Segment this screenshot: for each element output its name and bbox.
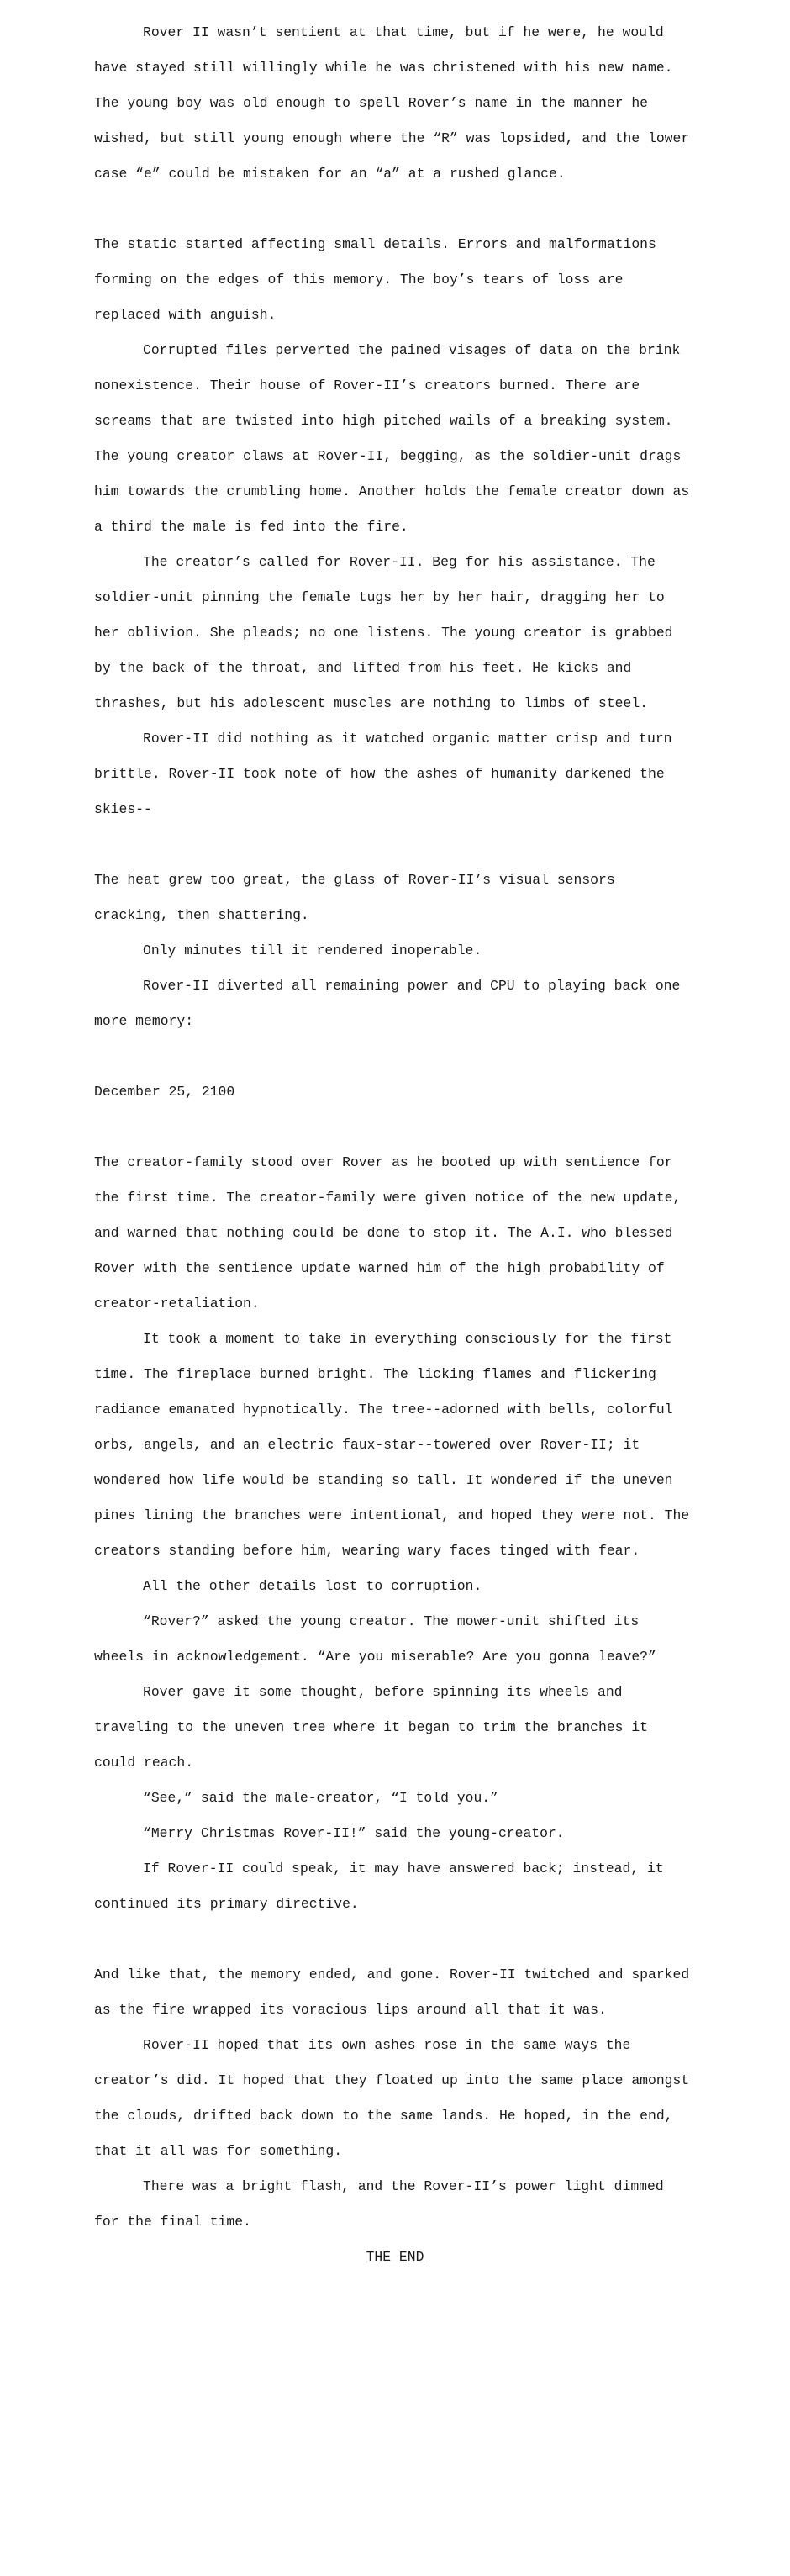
paragraph-16: “Merry Christmas Rover-II!” said the young-creator. (143, 1825, 565, 1841)
paragraph-10: The creator-family stood over Rover as he booted up with sentience for the first time. The creator-family were given notice of the new update, and warned that nothing could be done to stop it. The A.I. who blessed Rover with the sentience update warned him of the high probability of creator-retaliation. (94, 1154, 682, 1312)
paragraph-15: “See,” said the male-creator, “I told you.” (143, 1790, 498, 1806)
paragraph-5: Rover-II did nothing as it watched organic matter crisp and turn brittle. Rover-II took note of how the ashes of humanity darkened the skies-- (94, 731, 672, 817)
story-page (94, 15, 696, 2275)
paragraph-20: There was a bright flash, and the Rover-II’s power light dimmed for the final time. (94, 2178, 664, 2230)
paragraph-1: Rover II wasn’t sentient at that time, but if he were, he would have stayed still willingly while he was christened with his new name. The young boy was old enough to spell Rover’s name in the manner he wished, but still young enough where the “R” was lopsided, and the lower case “e” could be mistaken for an “a” at a rushed glance. (94, 24, 690, 182)
paragraph-6: The heat grew too great, the glass of Rover-II’s visual sensors cracking, then shattering. (94, 872, 615, 923)
paragraph-17: If Rover-II could speak, it may have answered back; instead, it continued its primary directive. (94, 1861, 664, 1912)
paragraph-4: The creator’s called for Rover-II. Beg for his assistance. The soldier-unit pinning the female tugs her by her hair, dragging her to her oblivion. She pleads; no one listens. The young creator is grabbed by the back of the throat, and lifted from his feet. He kicks and thrashes, but his adolescent muscles are nothing to limbs of steel. (94, 554, 673, 711)
paragraph-12: All the other details lost to corruption. (143, 1578, 482, 1594)
paragraph-11: It took a moment to take in everything consciously for the first time. The fireplace burned bright. The licking flames and flickering radiance emanated hypnotically. The tree--adorned with bells, colorful orbs, angels, and an electric faux-star--towered over Rover-II; it wondered how life would be standing so tall. It wondered if the uneven pines lining the branches were intentional, and hoped they were not. The creators standing before him, wearing wary faces tinged with fear. (94, 1331, 690, 1559)
paragraph-7: Only minutes till it rendered inoperable. (143, 942, 482, 958)
date-heading: December 25, 2100 (94, 1084, 235, 1100)
paragraph-19: Rover-II hoped that its own ashes rose in the same ways the creator’s did. It hoped that they floated up into the same place amongst the clouds, drifted back down to the same lands. He hoped, in the end, that it all was for something. (94, 2037, 690, 2159)
paragraph-8: Rover-II diverted all remaining power and CPU to playing back one more memory: (94, 978, 681, 1029)
paragraph-2: The static started affecting small details. Errors and malformations forming on the edges of this memory. The boy’s tears of loss are replaced with anguish. (94, 236, 656, 323)
paragraph-18: And like that, the memory ended, and gone. Rover-II twitched and sparked as the fire wrapped its voracious lips around all that it was. (94, 1966, 690, 2018)
the-end-label: THE END (366, 2249, 424, 2265)
paragraph-14: Rover gave it some thought, before spinning its wheels and traveling to the uneven tree where it began to trim the branches it could reach. (94, 1684, 649, 1771)
paragraph-13: “Rover?” asked the young creator. The mower-unit shifted its wheels in acknowledgement. “Are you miserable? Are you gonna leave?” (94, 1613, 656, 1665)
paragraph-3: Corrupted files perverted the pained visages of data on the brink nonexistence. Their house of Rover-II’s creators burned. There are screams that are twisted into high pitched wails of a breaking system. The young creator claws at Rover-II, begging, as the soldier-unit drags him towards the crumbling home. Another holds the female creator down as a third the male is fed into the fire. (94, 342, 690, 535)
